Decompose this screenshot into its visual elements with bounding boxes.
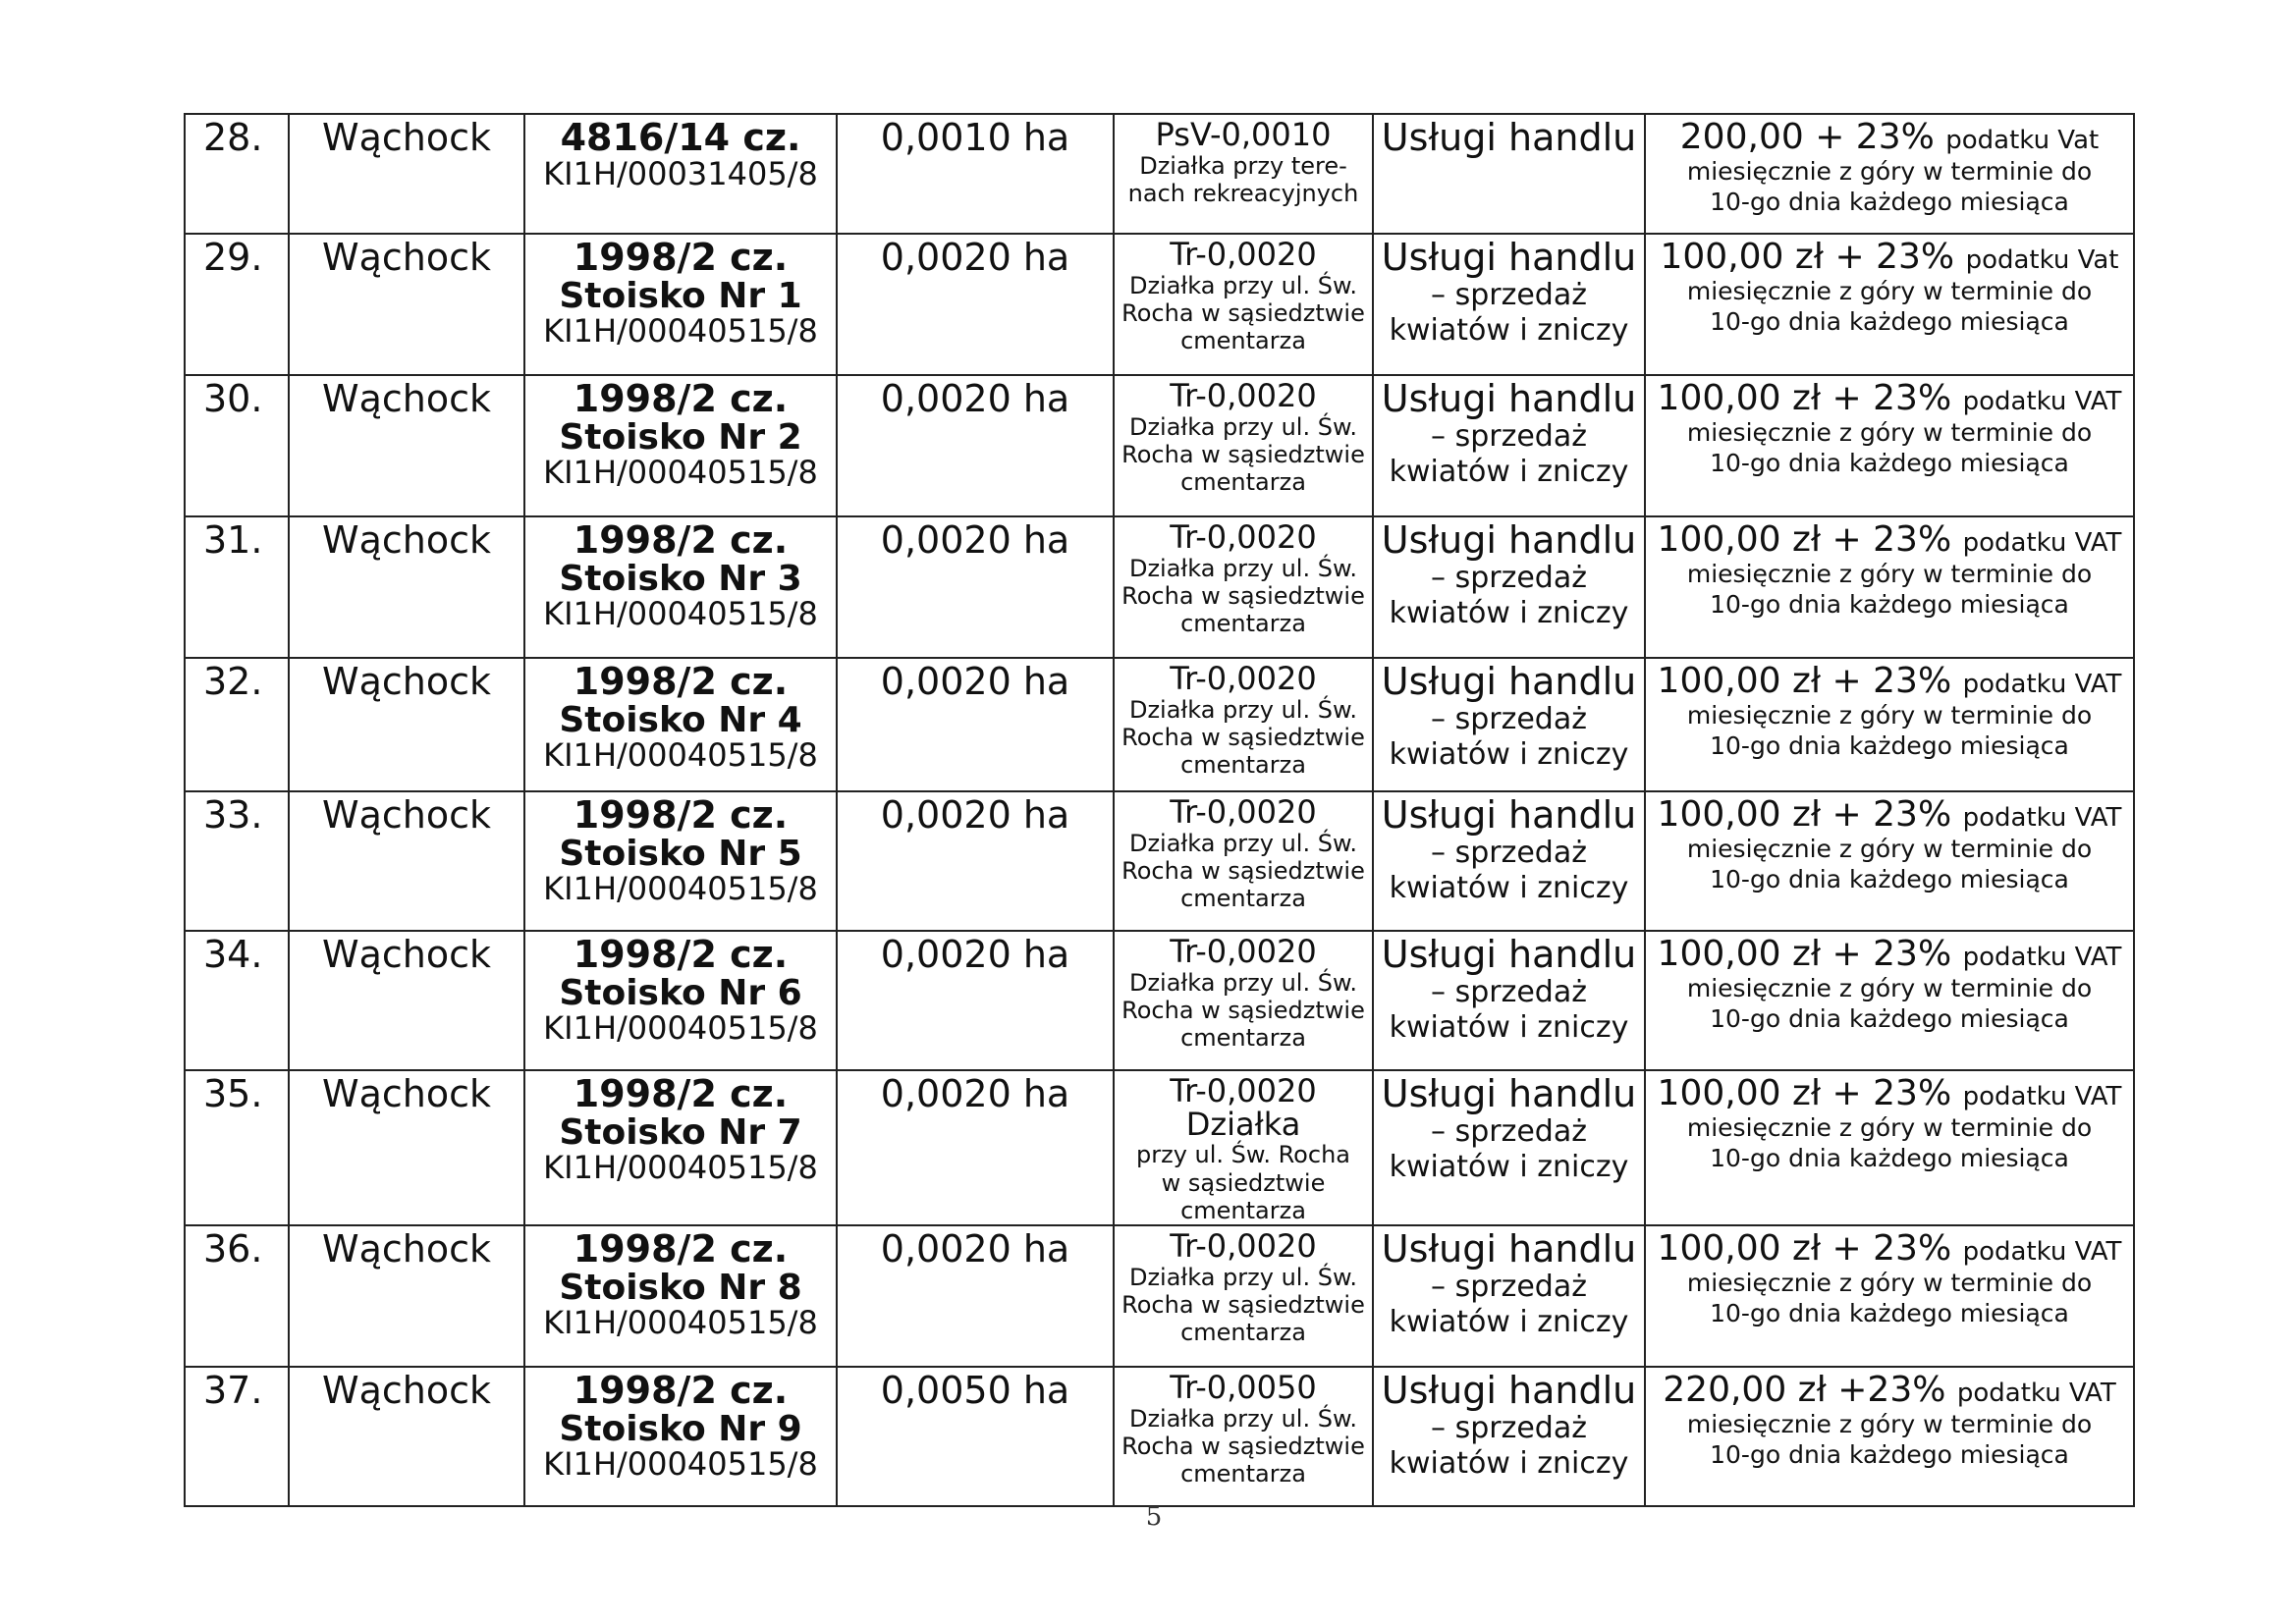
vat-label: podatku VAT bbox=[1962, 528, 2122, 558]
plot-cell bbox=[524, 791, 837, 931]
row-number-cell bbox=[185, 1225, 289, 1367]
purpose-description: – sprzedaż kwiatów i zniczy bbox=[1389, 277, 1629, 348]
purpose-title: Usługi handlu bbox=[1381, 793, 1637, 837]
town-cell bbox=[289, 234, 524, 375]
plot-cell bbox=[524, 658, 837, 791]
town-name: Wąchock bbox=[322, 793, 491, 837]
plot-cell bbox=[524, 1367, 837, 1506]
purpose-cell bbox=[1373, 516, 1645, 658]
row-number-cell bbox=[185, 1367, 289, 1506]
town-cell bbox=[289, 516, 524, 658]
vat-label: podatku VAT bbox=[1962, 943, 2122, 972]
vat-label: podatku VAT bbox=[1962, 1082, 2122, 1111]
town-name: Wąchock bbox=[322, 116, 491, 159]
plot-cell bbox=[524, 1070, 837, 1225]
area-value: 0,0020 ha bbox=[880, 1227, 1070, 1271]
area-value: 0,0050 ha bbox=[880, 1369, 1070, 1413]
area-value: 0,0020 ha bbox=[880, 933, 1070, 976]
row-number: 34. bbox=[203, 933, 263, 976]
rent-cell bbox=[1645, 791, 2134, 931]
land-register-number: KI1H/00031405/8 bbox=[543, 154, 818, 192]
vat-label: podatku Vat bbox=[1945, 126, 2100, 155]
plot-number: 1998/2 cz. bbox=[573, 1227, 789, 1271]
land-register-number: KI1H/00040515/8 bbox=[543, 869, 818, 907]
purpose-cell bbox=[1373, 658, 1645, 791]
purpose-title: Usługi handlu bbox=[1381, 660, 1637, 703]
purpose-description: – sprzedaż kwiatów i zniczy bbox=[1389, 418, 1629, 489]
town-name: Wąchock bbox=[322, 377, 491, 420]
area-value: 0,0020 ha bbox=[880, 518, 1070, 562]
plot-cell bbox=[524, 234, 837, 375]
row-number-cell bbox=[185, 234, 289, 375]
rent-amount: 100,00 zł + 23% bbox=[1657, 661, 1952, 701]
area-value: 0,0020 ha bbox=[880, 793, 1070, 837]
stall-number: Stoisko Nr 2 bbox=[559, 416, 802, 458]
land-register-number: KI1H/00040515/8 bbox=[543, 1148, 818, 1186]
plot-cell bbox=[524, 1225, 837, 1367]
area-value: 0,0020 ha bbox=[880, 1072, 1070, 1115]
table-row bbox=[185, 658, 2134, 791]
land-use-cell bbox=[1114, 375, 1373, 516]
rent-cell bbox=[1645, 658, 2134, 791]
table-row bbox=[185, 1070, 2134, 1225]
area-cell bbox=[837, 516, 1114, 658]
town-name: Wąchock bbox=[322, 660, 491, 703]
rent-amount-line bbox=[1646, 1075, 2133, 1112]
land-use-description: Działka przy ul. Św. Rocha w sąsiedztwie cmentarza bbox=[1121, 829, 1365, 913]
land-use-cell bbox=[1114, 516, 1373, 658]
rent-terms: miesięcznie z góry w terminie do 10-go dnia każdego miesiąca bbox=[1686, 156, 2093, 217]
land-use-cell bbox=[1114, 1070, 1373, 1225]
plot-number: 1998/2 cz. bbox=[573, 518, 789, 562]
row-number-cell bbox=[185, 931, 289, 1070]
town-name: Wąchock bbox=[322, 1369, 491, 1413]
rent-terms: miesięcznie z góry w terminie do 10-go dnia każdego miesiąca bbox=[1686, 417, 2093, 478]
vat-label: podatku VAT bbox=[1956, 1379, 2116, 1409]
land-use-cell bbox=[1114, 234, 1373, 375]
rent-amount: 100,00 zł + 23% bbox=[1657, 934, 1952, 974]
rent-terms: miesięcznie z góry w terminie do 10-go dnia każdego miesiąca bbox=[1686, 559, 2093, 620]
land-use-code: Tr-0,0020 bbox=[1170, 236, 1317, 273]
plot-number: 1998/2 cz. bbox=[573, 377, 789, 420]
purpose-title: Usługi handlu bbox=[1381, 1227, 1637, 1271]
purpose-cell bbox=[1373, 1225, 1645, 1367]
row-number: 29. bbox=[203, 236, 263, 279]
plot-number: 1998/2 cz. bbox=[573, 1369, 789, 1413]
purpose-description: – sprzedaż kwiatów i zniczy bbox=[1389, 1113, 1629, 1184]
row-number: 37. bbox=[203, 1369, 263, 1413]
area-cell bbox=[837, 1070, 1114, 1225]
land-use-cell bbox=[1114, 791, 1373, 931]
plot-number: 4816/14 cz. bbox=[560, 116, 801, 159]
town-name: Wąchock bbox=[322, 236, 491, 279]
purpose-title: Usługi handlu bbox=[1381, 1072, 1637, 1115]
area-cell bbox=[837, 114, 1114, 234]
stall-number: Stoisko Nr 7 bbox=[559, 1111, 802, 1153]
rent-amount-line bbox=[1646, 521, 2133, 559]
land-use-description: Działka przy ul. Św. Rocha w sąsiedztwie cmentarza bbox=[1121, 1263, 1365, 1347]
purpose-cell bbox=[1373, 234, 1645, 375]
vat-label: podatku Vat bbox=[1965, 245, 2119, 275]
purpose-cell bbox=[1373, 114, 1645, 234]
table-row bbox=[185, 791, 2134, 931]
area-value: 0,0010 ha bbox=[880, 116, 1070, 159]
area-value: 0,0020 ha bbox=[880, 660, 1070, 703]
land-use-code: Tr-0,0020 bbox=[1170, 377, 1317, 414]
row-number: 35. bbox=[203, 1072, 263, 1115]
stall-number: Stoisko Nr 1 bbox=[559, 275, 802, 316]
rent-cell bbox=[1645, 1070, 2134, 1225]
land-use-description: przy ul. Św. Rocha w sąsiedztwie cmentarza bbox=[1136, 1141, 1350, 1224]
vat-label: podatku VAT bbox=[1962, 670, 2122, 699]
area-cell bbox=[837, 375, 1114, 516]
land-use-cell bbox=[1114, 1367, 1373, 1506]
area-cell bbox=[837, 791, 1114, 931]
rent-amount: 100,00 zł + 23% bbox=[1657, 794, 1952, 835]
table-row bbox=[185, 114, 2134, 234]
row-number-cell bbox=[185, 375, 289, 516]
rent-terms: miesięcznie z góry w terminie do 10-go dnia każdego miesiąca bbox=[1686, 973, 2093, 1034]
area-cell bbox=[837, 658, 1114, 791]
vat-label: podatku VAT bbox=[1962, 803, 2122, 833]
row-number: 33. bbox=[203, 793, 263, 837]
row-number-cell bbox=[185, 516, 289, 658]
plot-cell bbox=[524, 516, 837, 658]
vat-label: podatku VAT bbox=[1962, 1237, 2122, 1268]
rent-amount-line bbox=[1646, 663, 2133, 700]
land-use-cell bbox=[1114, 114, 1373, 234]
purpose-title: Usługi handlu bbox=[1381, 236, 1637, 279]
row-number: 28. bbox=[203, 116, 263, 159]
purpose-cell bbox=[1373, 375, 1645, 516]
table-row bbox=[185, 234, 2134, 375]
row-number-cell bbox=[185, 114, 289, 234]
land-use-description: Działka przy ul. Św. Rocha w sąsiedztwie cmentarza bbox=[1121, 271, 1365, 355]
rent-terms: miesięcznie z góry w terminie do 10-go dnia każdego miesiąca bbox=[1686, 1268, 2093, 1328]
table-row bbox=[185, 1367, 2134, 1506]
land-use-cell bbox=[1114, 658, 1373, 791]
rent-cell bbox=[1645, 931, 2134, 1070]
area-cell bbox=[837, 931, 1114, 1070]
plot-cell bbox=[524, 931, 837, 1070]
land-use-code: Tr-0,0050 bbox=[1170, 1369, 1317, 1407]
rent-amount: 100,00 zł + 23% bbox=[1660, 237, 1955, 277]
purpose-description: – sprzedaż kwiatów i zniczy bbox=[1389, 835, 1629, 905]
land-register-number: KI1H/00040515/8 bbox=[543, 1444, 818, 1483]
plot-number: 1998/2 cz. bbox=[573, 236, 789, 279]
land-use-code: PsV-0,0010 bbox=[1155, 116, 1332, 153]
rent-amount-line bbox=[1646, 239, 2133, 276]
row-number: 32. bbox=[203, 660, 263, 703]
table-row bbox=[185, 375, 2134, 516]
land-register-number: KI1H/00040515/8 bbox=[543, 311, 818, 350]
plot-cell bbox=[524, 114, 837, 234]
purpose-description: – sprzedaż kwiatów i zniczy bbox=[1389, 974, 1629, 1045]
rent-cell bbox=[1645, 114, 2134, 234]
area-value: 0,0020 ha bbox=[880, 236, 1070, 279]
land-use-code: Tr-0,0020 bbox=[1170, 793, 1317, 831]
town-cell bbox=[289, 1070, 524, 1225]
stall-number: Stoisko Nr 6 bbox=[559, 972, 802, 1013]
land-register-number: KI1H/00040515/8 bbox=[543, 453, 818, 491]
rent-cell bbox=[1645, 516, 2134, 658]
rent-terms: miesięcznie z góry w terminie do 10-go dnia każdego miesiąca bbox=[1686, 700, 2093, 761]
land-use-description: Działka przy ul. Św. Rocha w sąsiedztwie cmentarza bbox=[1121, 695, 1365, 780]
town-cell bbox=[289, 1367, 524, 1506]
stall-number: Stoisko Nr 9 bbox=[559, 1409, 802, 1450]
town-name: Wąchock bbox=[322, 1072, 491, 1115]
land-use-description: Działka przy ul. Św. Rocha w sąsiedztwie cmentarza bbox=[1121, 1404, 1365, 1488]
rent-amount-line bbox=[1646, 380, 2133, 417]
rent-amount: 220,00 zł +23% bbox=[1663, 1370, 1946, 1411]
town-name: Wąchock bbox=[322, 518, 491, 562]
land-use-description: Działka przy ul. Św. Rocha w sąsiedztwie cmentarza bbox=[1121, 968, 1365, 1053]
purpose-cell bbox=[1373, 1070, 1645, 1225]
purpose-cell bbox=[1373, 931, 1645, 1070]
purpose-title: Usługi handlu bbox=[1381, 1369, 1637, 1413]
rent-amount: 200,00 + 23% bbox=[1679, 117, 1935, 157]
rent-amount-line bbox=[1646, 936, 2133, 973]
stall-number: Stoisko Nr 5 bbox=[559, 833, 802, 874]
table-row bbox=[185, 931, 2134, 1070]
land-register-number: KI1H/00040515/8 bbox=[543, 1303, 818, 1341]
rent-amount: 100,00 zł + 23% bbox=[1657, 378, 1952, 418]
land-use-cell bbox=[1114, 1225, 1373, 1367]
page-number: 5 bbox=[1145, 1502, 1163, 1532]
lease-table bbox=[184, 113, 2135, 1507]
plot-number: 1998/2 cz. bbox=[573, 933, 789, 976]
town-name: Wąchock bbox=[322, 1227, 491, 1271]
plot-number: 1998/2 cz. bbox=[573, 660, 789, 703]
land-use-cell bbox=[1114, 931, 1373, 1070]
purpose-title: Usługi handlu bbox=[1381, 933, 1637, 976]
rent-cell bbox=[1645, 234, 2134, 375]
town-cell bbox=[289, 375, 524, 516]
area-cell bbox=[837, 234, 1114, 375]
stall-number: Stoisko Nr 4 bbox=[559, 699, 802, 740]
rent-cell bbox=[1645, 375, 2134, 516]
rent-cell bbox=[1645, 1225, 2134, 1367]
rent-terms: miesięcznie z góry w terminie do 10-go dnia każdego miesiąca bbox=[1686, 1112, 2093, 1173]
area-cell bbox=[837, 1367, 1114, 1506]
purpose-title: Usługi handlu bbox=[1381, 377, 1637, 420]
purpose-description: – sprzedaż kwiatów i zniczy bbox=[1389, 701, 1629, 772]
rent-terms: miesięcznie z góry w terminie do 10-go dnia każdego miesiąca bbox=[1686, 1409, 2093, 1470]
plot-number: 1998/2 cz. bbox=[573, 793, 789, 837]
stall-number: Stoisko Nr 3 bbox=[559, 558, 802, 599]
rent-amount: 100,00 zł + 23% bbox=[1657, 1228, 1952, 1270]
town-name: Wąchock bbox=[322, 933, 491, 976]
purpose-title: Usługi handlu bbox=[1381, 518, 1637, 562]
rent-amount-line bbox=[1646, 119, 2133, 156]
area-cell bbox=[837, 1225, 1114, 1367]
table-row bbox=[185, 516, 2134, 658]
rent-terms: miesięcznie z góry w terminie do 10-go dnia każdego miesiąca bbox=[1686, 276, 2093, 337]
land-use-description: Działka przy ul. Św. Rocha w sąsiedztwie cmentarza bbox=[1121, 554, 1365, 638]
land-use-code: Tr-0,0020 Działka bbox=[1170, 1072, 1317, 1143]
row-number-cell bbox=[185, 1070, 289, 1225]
rent-amount: 100,00 zł + 23% bbox=[1657, 1073, 1952, 1113]
purpose-title: Usługi handlu bbox=[1381, 116, 1637, 159]
land-use-description: Działka przy tere- nach rekreacyjnych bbox=[1127, 151, 1359, 207]
town-cell bbox=[289, 931, 524, 1070]
land-use-code: Tr-0,0020 bbox=[1170, 660, 1317, 697]
row-number-cell bbox=[185, 791, 289, 931]
land-register-number: KI1H/00040515/8 bbox=[543, 735, 818, 774]
purpose-cell bbox=[1373, 791, 1645, 931]
plot-cell bbox=[524, 375, 837, 516]
land-use-code: Tr-0,0020 bbox=[1170, 933, 1317, 970]
town-cell bbox=[289, 1225, 524, 1367]
area-value: 0,0020 ha bbox=[880, 377, 1070, 420]
rent-amount-line bbox=[1646, 1372, 2133, 1409]
purpose-description: – sprzedaż kwiatów i zniczy bbox=[1389, 560, 1629, 630]
rent-amount-line bbox=[1646, 1230, 2133, 1268]
land-use-code: Tr-0,0020 bbox=[1170, 518, 1317, 556]
row-number: 30. bbox=[203, 377, 263, 420]
land-register-number: KI1H/00040515/8 bbox=[543, 1008, 818, 1047]
stall-number: Stoisko Nr 8 bbox=[559, 1268, 802, 1309]
rent-amount: 100,00 zł + 23% bbox=[1657, 519, 1952, 560]
town-cell bbox=[289, 114, 524, 234]
table-row bbox=[185, 1225, 2134, 1367]
rent-terms: miesięcznie z góry w terminie do 10-go dnia każdego miesiąca bbox=[1686, 834, 2093, 894]
row-number: 31. bbox=[203, 518, 263, 562]
rent-cell bbox=[1645, 1367, 2134, 1506]
vat-label: podatku VAT bbox=[1962, 387, 2122, 416]
plot-number: 1998/2 cz. bbox=[573, 1072, 789, 1115]
row-number-cell bbox=[185, 658, 289, 791]
town-cell bbox=[289, 658, 524, 791]
land-register-number: KI1H/00040515/8 bbox=[543, 594, 818, 632]
rent-amount-line bbox=[1646, 796, 2133, 834]
purpose-description: – sprzedaż kwiatów i zniczy bbox=[1389, 1270, 1629, 1340]
town-cell bbox=[289, 791, 524, 931]
land-use-code: Tr-0,0020 bbox=[1170, 1227, 1317, 1266]
purpose-cell bbox=[1373, 1367, 1645, 1506]
land-use-description: Działka przy ul. Św. Rocha w sąsiedztwie cmentarza bbox=[1121, 412, 1365, 497]
row-number: 36. bbox=[203, 1227, 263, 1271]
purpose-description: – sprzedaż kwiatów i zniczy bbox=[1389, 1411, 1629, 1482]
